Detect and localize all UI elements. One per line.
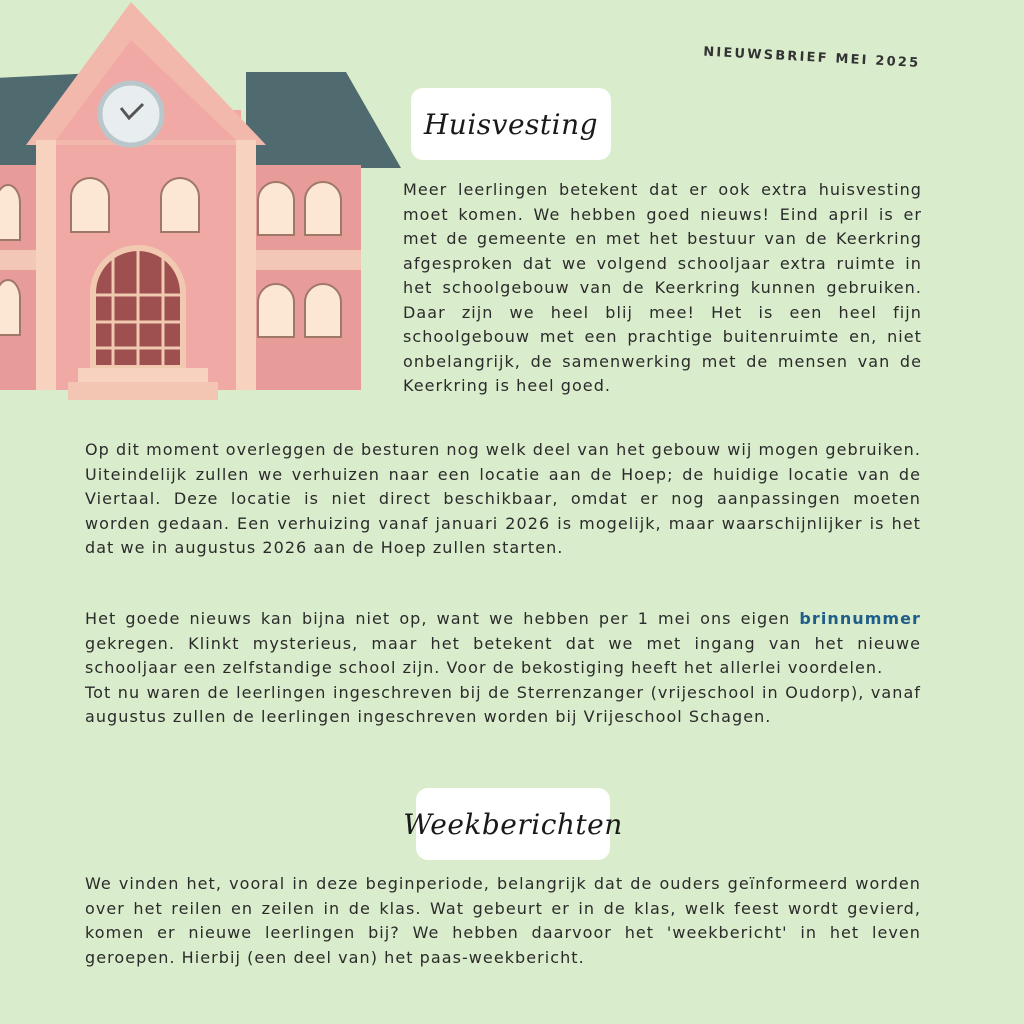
section-heading-huisvesting: Huisvesting [411,88,611,160]
housing-timeline-paragraph [85,438,921,561]
enrollment-text: Tot nu waren de leerlingen ingeschreven bij de Sterrenzanger (vrijeschool in Oudorp), vanaf augustus zullen de leerlingen ingeschreven worden bij Vrijeschool Schagen. [85,682,921,726]
timeline-sentence-2: Uiteindelijk zullen we verhuizen naar een locatie aan de Hoep; de huidige locatie van de Viertaal. Deze locatie is niet direct beschikbaar, omdat er nog aanpassingen moeten worden gedaan. Een verhuizing vanaf januari 2026 is mogelijk, maar waarschijnlijker is het dat we in augustus 2026 aan de Hoep zullen starten. [85,464,921,557]
brin-text-after: gekregen. Klinkt mysterieus, maar het betekent dat we met ingang van het nieuwe schooljaar een zelfstandige school zijn. Voor de bekostiging heeft het allerlei voordelen. [85,633,921,677]
brin-paragraph [85,607,921,730]
weekberichten-paragraph: We vinden het, vooral in deze beginperiode, belangrijk dat de ouders geïnformeerd worden over het reilen en zeilen in de klas. Wat gebeurt er in de klas, welk feest wordt gevierd, komen er nieuwe leerlingen bij? We hebben daarvoor het 'weekbericht' in het leven geroepen. Hierbij (een deel van) het paas-weekbericht. [85,874,921,967]
brin-text-before: Het goede nieuws kan bijna niet op, want we hebben per 1 mei ons eigen [85,609,791,628]
school-building-icon [0,0,406,410]
housing-intro-paragraph: Meer leerlingen betekent dat er ook extra huisvesting moet komen. We hebben goed nieuws! Eind april is er met de gemeente en met het bestuur van de Keerkring afgesproken dat we volgend schooljaar extra ruimte in het schoolgebouw van de Keerkring kunnen gebruiken. Daar zijn we heel blij mee! Het is een heel fijn schoolgebouw met een prachtige buitenruimte en, niet onbelangrijk, de samenwerking met de mensen van de Keerkring is heel goed. [403,180,922,395]
timeline-sentence-1: Op dit moment overleggen de besturen nog welk deel van het gebouw wij mogen gebruiken. [85,440,922,459]
brinnummer-highlight: brinnummer [799,609,921,628]
newsletter-title: NIEUWSBRIEF MEI 2025 [702,44,921,71]
brin-text [85,607,921,681]
section-heading-weekberichten: Weekberichten [416,788,610,860]
